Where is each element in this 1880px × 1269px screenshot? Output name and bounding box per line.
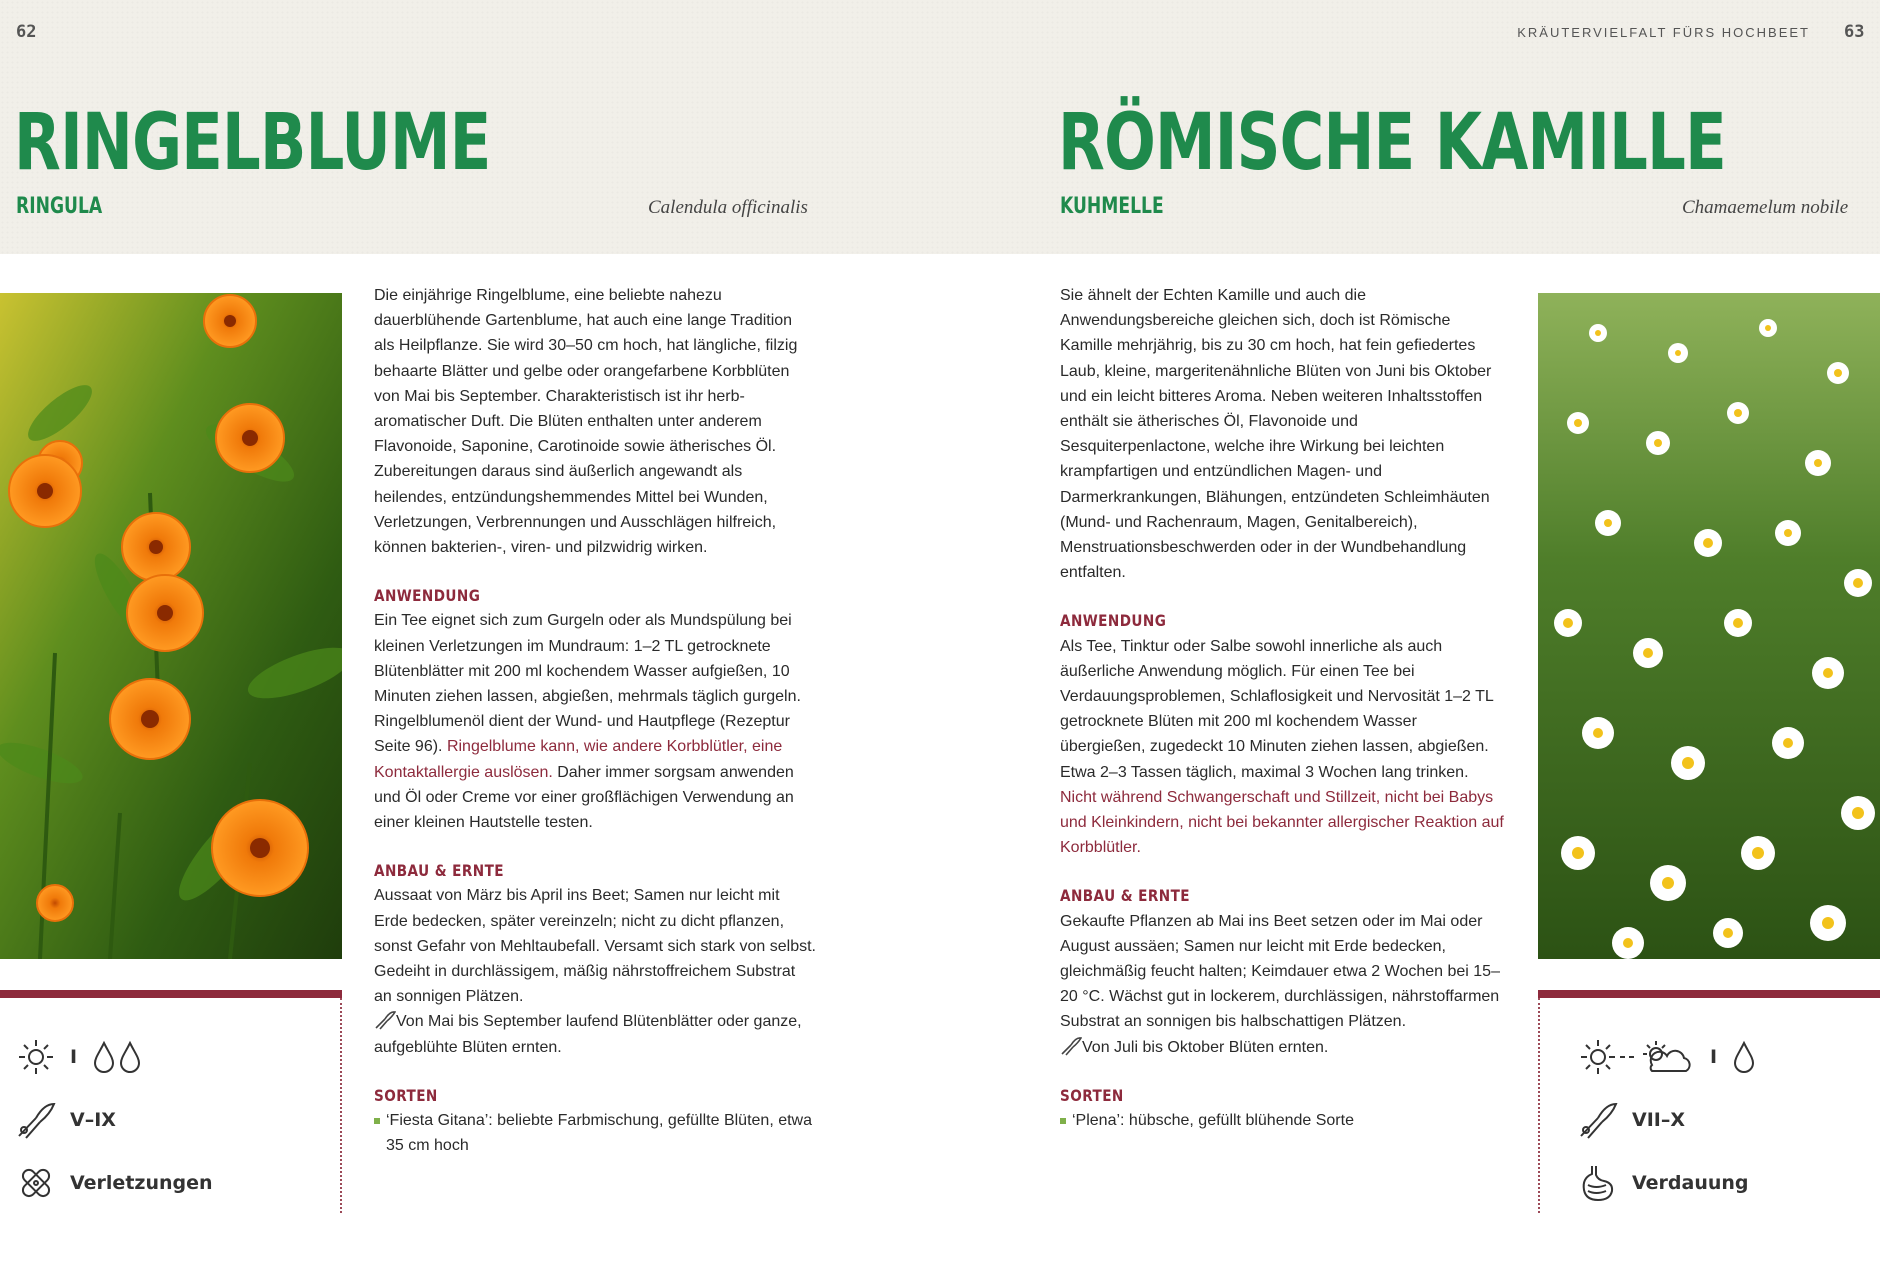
right-sorten-item: ‘Plena’: hübsche, gefüllt blühende Sorte — [1060, 1108, 1505, 1133]
right-anbau-heading: ANBAU & ERNTE — [1060, 886, 1190, 906]
left-anwendung-heading: ANWENDUNG — [374, 586, 481, 606]
left-light-water-separator: I — [70, 1046, 78, 1068]
sun-to-partial-shade-icon — [1578, 1037, 1696, 1077]
left-info-rule — [340, 998, 342, 1213]
right-anwendung-heading: ANWENDUNG — [1060, 611, 1167, 631]
left-plant-subtitle: RINGULA — [16, 194, 103, 219]
left-anwendung-after: Daher immer sorgsam anwenden und Öl oder Creme vor einer großflächigen Verwendung an einer kleinen Hautstelle testen. — [374, 763, 794, 832]
left-allergy-warning: Ringelblume kann, wie andere Korbblütler, eine Kontaktallergie auslösen. — [374, 738, 783, 781]
water-drop-icon — [91, 1039, 145, 1075]
bandage-icon — [16, 1163, 56, 1203]
right-text-column — [1060, 283, 1505, 1133]
pruning-shears-icon — [374, 1010, 396, 1030]
right-harvest-row — [1578, 1098, 1685, 1142]
water-drop-icon — [1731, 1039, 1757, 1075]
left-anwendung-text: Ein Tee eignet sich zum Gurgeln oder als Mundspülung bei kleinen Verletzungen im Mundraum: 1–2 TL getrocknete Blütenblätter mit 200 ml kochendem Wasser aufgießen, 10 Minuten ziehen lassen, abgießen, mehrmals täglich gurgeln. Ringelblumenöl dient der Wund- und Hautpflege (Rezeptur Seite 96). — [374, 612, 801, 756]
chamomile-photo — [1538, 293, 1880, 959]
pruning-shears-icon — [1578, 1100, 1618, 1140]
right-use-label: Verdauung — [1632, 1172, 1749, 1194]
left-harvest-row — [16, 1098, 116, 1142]
right-harvest-months: VII–X — [1632, 1109, 1685, 1131]
left-latin-name: Calendula officinalis — [648, 197, 808, 218]
right-info-bar — [1538, 990, 1880, 998]
left-use-label: Verletzungen — [70, 1172, 213, 1194]
calendula-photo — [0, 293, 342, 959]
left-light-water-row — [16, 1035, 145, 1079]
right-use-row — [1578, 1161, 1749, 1205]
right-latin-name: Chamaemelum nobile — [1682, 197, 1849, 218]
left-anwendung-paragraph — [374, 608, 816, 835]
right-light-water-separator: I — [1710, 1046, 1718, 1068]
right-light-water-row — [1578, 1035, 1757, 1079]
running-head: KRÄUTERVIELFALT FÜRS HOCHBEET — [1517, 25, 1810, 40]
left-text-column — [374, 283, 816, 1159]
left-harvest-text: Von Mai bis September laufend Blütenblätter oder ganze, aufgeblühte Blüten ernten. — [374, 1013, 802, 1056]
sun-icon — [16, 1037, 56, 1077]
left-page-number: 62 — [16, 22, 37, 42]
right-harvest-text: Von Juli bis Oktober Blüten ernten. — [1082, 1038, 1329, 1056]
left-anbau-heading: ANBAU & ERNTE — [374, 861, 504, 881]
right-page-number: 63 — [1844, 22, 1865, 42]
right-plant-title: RÖMISCHE KAMILLE — [1058, 98, 1726, 188]
right-info-rule — [1538, 998, 1540, 1213]
pruning-shears-icon — [1060, 1036, 1082, 1056]
right-sorten-heading: SORTEN — [1060, 1085, 1124, 1105]
right-intro-paragraph: Sie ähnelt der Echten Kamille und auch die Anwendungsbereiche gleichen sich, doch ist Römische Kamille mehrjährig, bis zu 30 cm hoch, hat fein gefiedertes Laub, kleine, margeritenähnliche Blüten von Juni bis Oktober und ein leicht bitteres Aroma. Neben weiteren Inhaltsstoffen enthält sie ätherisches Öl, Flavonoide und Sesquiterpenlactone, welche ihre Wirkung bei leichten krampfartigen und entzündlichen Magen- und Darmerkrankungen, Blähungen, entzündeten Schleimhäuten (Mund- und Rachenraum, Magen, Genitalbereich), Menstruationsbeschwerden oder in der Wundbehandlung entfalten. — [1060, 287, 1492, 582]
right-pregnancy-warning: Nicht während Schwangerschaft und Stillzeit, nicht bei Babys und Kleinkindern, nicht bei bekannter allergischer Reaktion auf Korbblütler. — [1060, 788, 1504, 857]
stomach-icon — [1578, 1163, 1618, 1203]
left-intro-paragraph: Die einjährige Ringelblume, eine beliebte nahezu dauerblühende Gartenblume, hat auch eine lange Tradition als Heilpflanze. Sie wird 30–50 cm hoch, hat längliche, filzig behaarte Blätter und gelbe oder orangefarbene Korbblüten von Mai bis September. Charakteristisch ist ihr herb-aromatischer Duft. Die Blüten enthalten unter anderem Flavonoide, Saponine, Carotinoide sowie ätherisches Öl. Zubereitungen daraus sind äußerlich angewandt als heilendes, entzündungshemmendes Mittel bei Wunden, Verletzungen, Verbrennungen und Ausschlägen hilfreich, können bakterien-, viren- und pilzwidrig wirken. — [374, 287, 798, 557]
right-anwendung-paragraph: Als Tee, Tinktur oder Salbe sowohl innerliche als auch äußerliche Anwendung möglich. Für einen Tee bei Verdauungsproblemen, Schlaflosigkeit und Nervosität 1–2 TL getrocknete Blüten mit 200 ml kochendem Wasser übergießen, zugedeckt 10 Minuten ziehen lassen, abgießen. Etwa 2–3 Tassen täglich, maximal 3 Wochen lang trinken. — [1060, 637, 1494, 781]
right-plant-subtitle: KUHMELLE — [1060, 194, 1164, 219]
left-harvest-months: V–IX — [70, 1109, 116, 1131]
left-use-row — [16, 1161, 213, 1205]
left-harvest-line — [374, 1009, 816, 1059]
left-sorten-heading: SORTEN — [374, 1085, 438, 1105]
pruning-shears-icon — [16, 1100, 56, 1140]
left-sorten-item: ‘Fiesta Gitana’: beliebte Farbmischung, gefüllte Blüten, etwa 35 cm hoch — [374, 1108, 816, 1158]
right-anbau-paragraph: Gekaufte Pflanzen ab Mai ins Beet setzen oder im Mai oder August aussäen; Samen nur leicht mit Erde bedecken, gleichmäßig feucht halten; Keimdauer etwa 2 Wochen bei 15–20 °C. Wächst gut in lockerem, durchlässigen, nährstoffarmen Substrat an sonnigen bis halbschattigen Plätzen. — [1060, 912, 1500, 1031]
left-info-bar — [0, 990, 342, 998]
right-harvest-line — [1060, 1035, 1505, 1060]
left-plant-title: RINGELBLUME — [14, 98, 491, 188]
left-anbau-paragraph: Aussaat von März bis April ins Beet; Samen nur leicht mit Erde bedecken, später vereinzeln; nicht zu dicht pflanzen, sonst Gefahr von Mehltaubefall. Versamt sich stark von selbst. Gedeiht in durchlässigem, mäßig nährstoffreichem Substrat an sonnigen Plätzen. — [374, 887, 816, 1006]
